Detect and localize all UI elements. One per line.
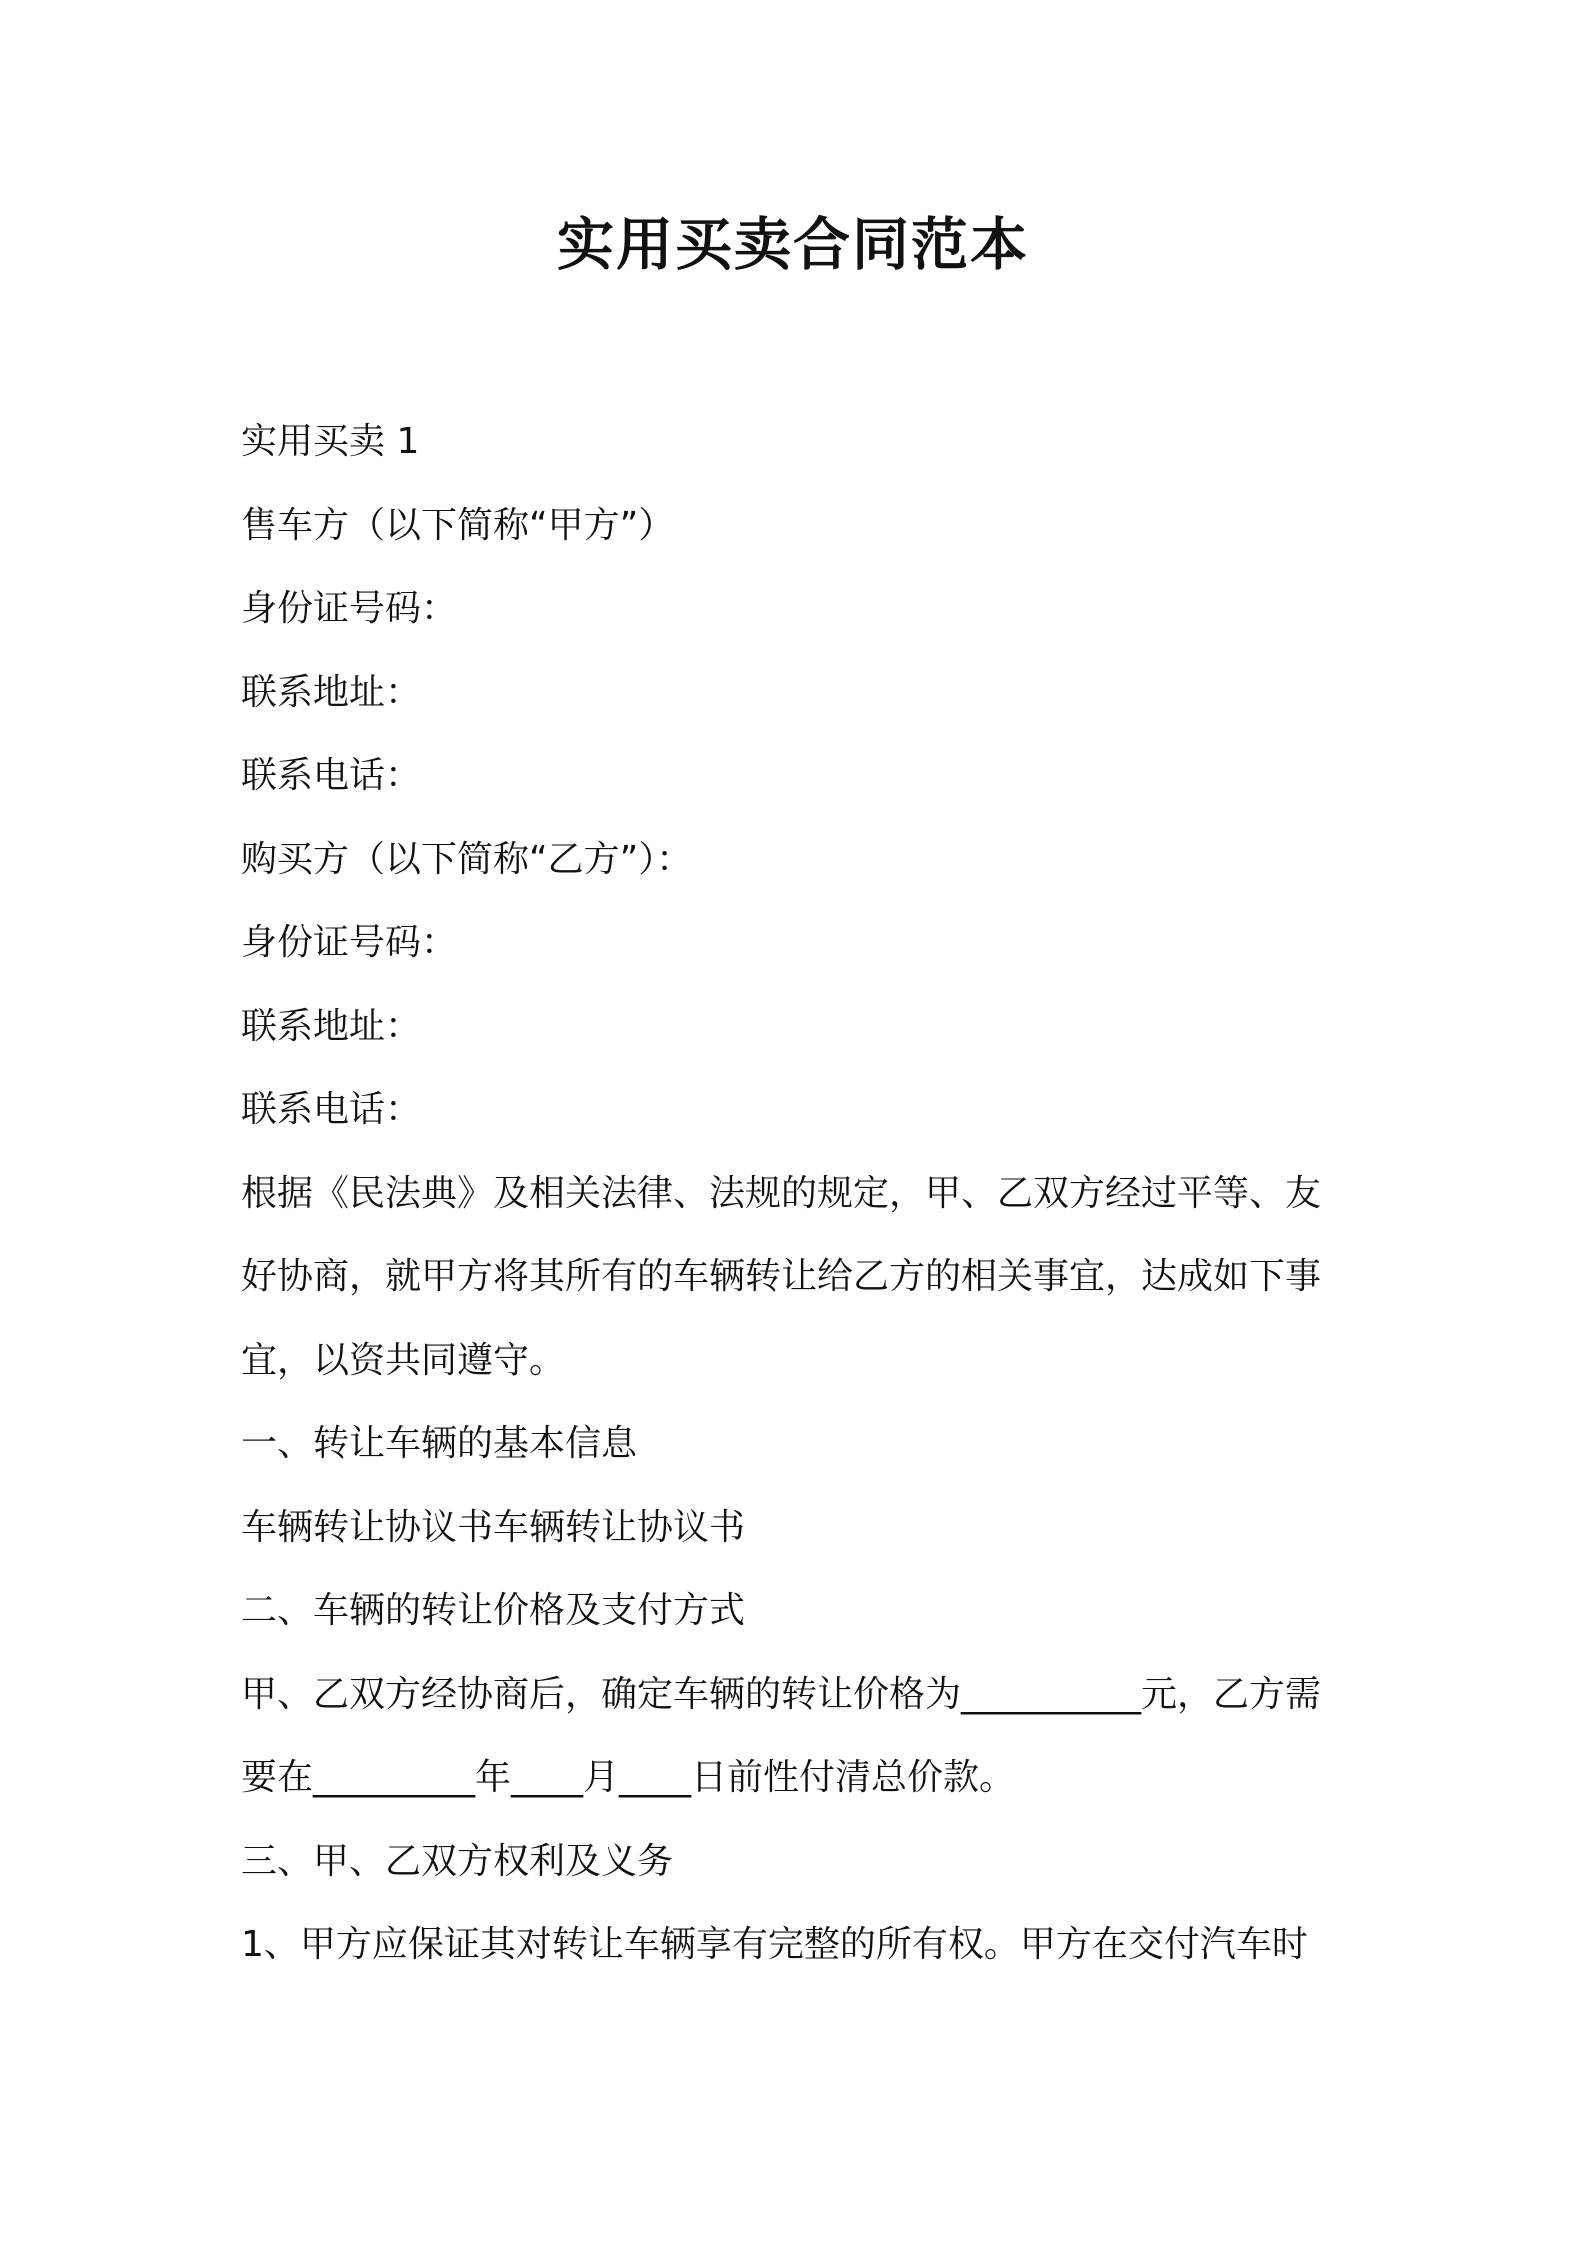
clause-2-text-line-2: 要在_________年____月____日前性付清总价款。 [241, 1757, 1016, 1798]
seller-label: 售车方（以下简称“甲方”） [241, 504, 675, 546]
seller-id-number-field: 身份证号码： [241, 588, 458, 629]
clause-2-heading: 二、车辆的转让价格及支付方式 [241, 1590, 746, 1631]
clause-2-text-line-1: 甲、乙双方经协商后，确定车辆的转让价格为__________元，乙方需 [241, 1673, 1322, 1715]
clause-3-item-1: 1、甲方应保证其对转让车辆享有完整的所有权。甲方在交付汽车时 [241, 1924, 1308, 1965]
preamble-line-3: 宜，以资共同遵守。 [241, 1339, 566, 1381]
document-title: 实用买卖合同范本 [557, 212, 1029, 278]
section-heading: 实用买卖 1 [241, 421, 420, 462]
preamble-line-2: 好协商，就甲方将其所有的车辆转让给乙方的相关事宜，达成如下事 [241, 1256, 1322, 1297]
document-body [241, 400, 1361, 1987]
preamble-line-1: 根据《民法典》及相关法律、法规的规定，甲、乙双方经过平等、友 [241, 1172, 1322, 1214]
clause-1-text: 车辆转让协议书车辆转让协议书 [241, 1506, 746, 1548]
buyer-id-number-field: 身份证号码： [241, 922, 458, 963]
buyer-address-field: 联系地址： [241, 1005, 422, 1047]
seller-address-field: 联系地址： [241, 671, 422, 713]
clause-1-heading: 一、转让车辆的基本信息 [241, 1423, 638, 1464]
buyer-label: 购买方（以下简称“乙方”）： [241, 838, 693, 880]
seller-phone-field: 联系电话： [241, 755, 422, 796]
clause-3-heading: 三、甲、乙双方权利及义务 [241, 1840, 674, 1882]
buyer-phone-field: 联系电话： [241, 1089, 422, 1130]
